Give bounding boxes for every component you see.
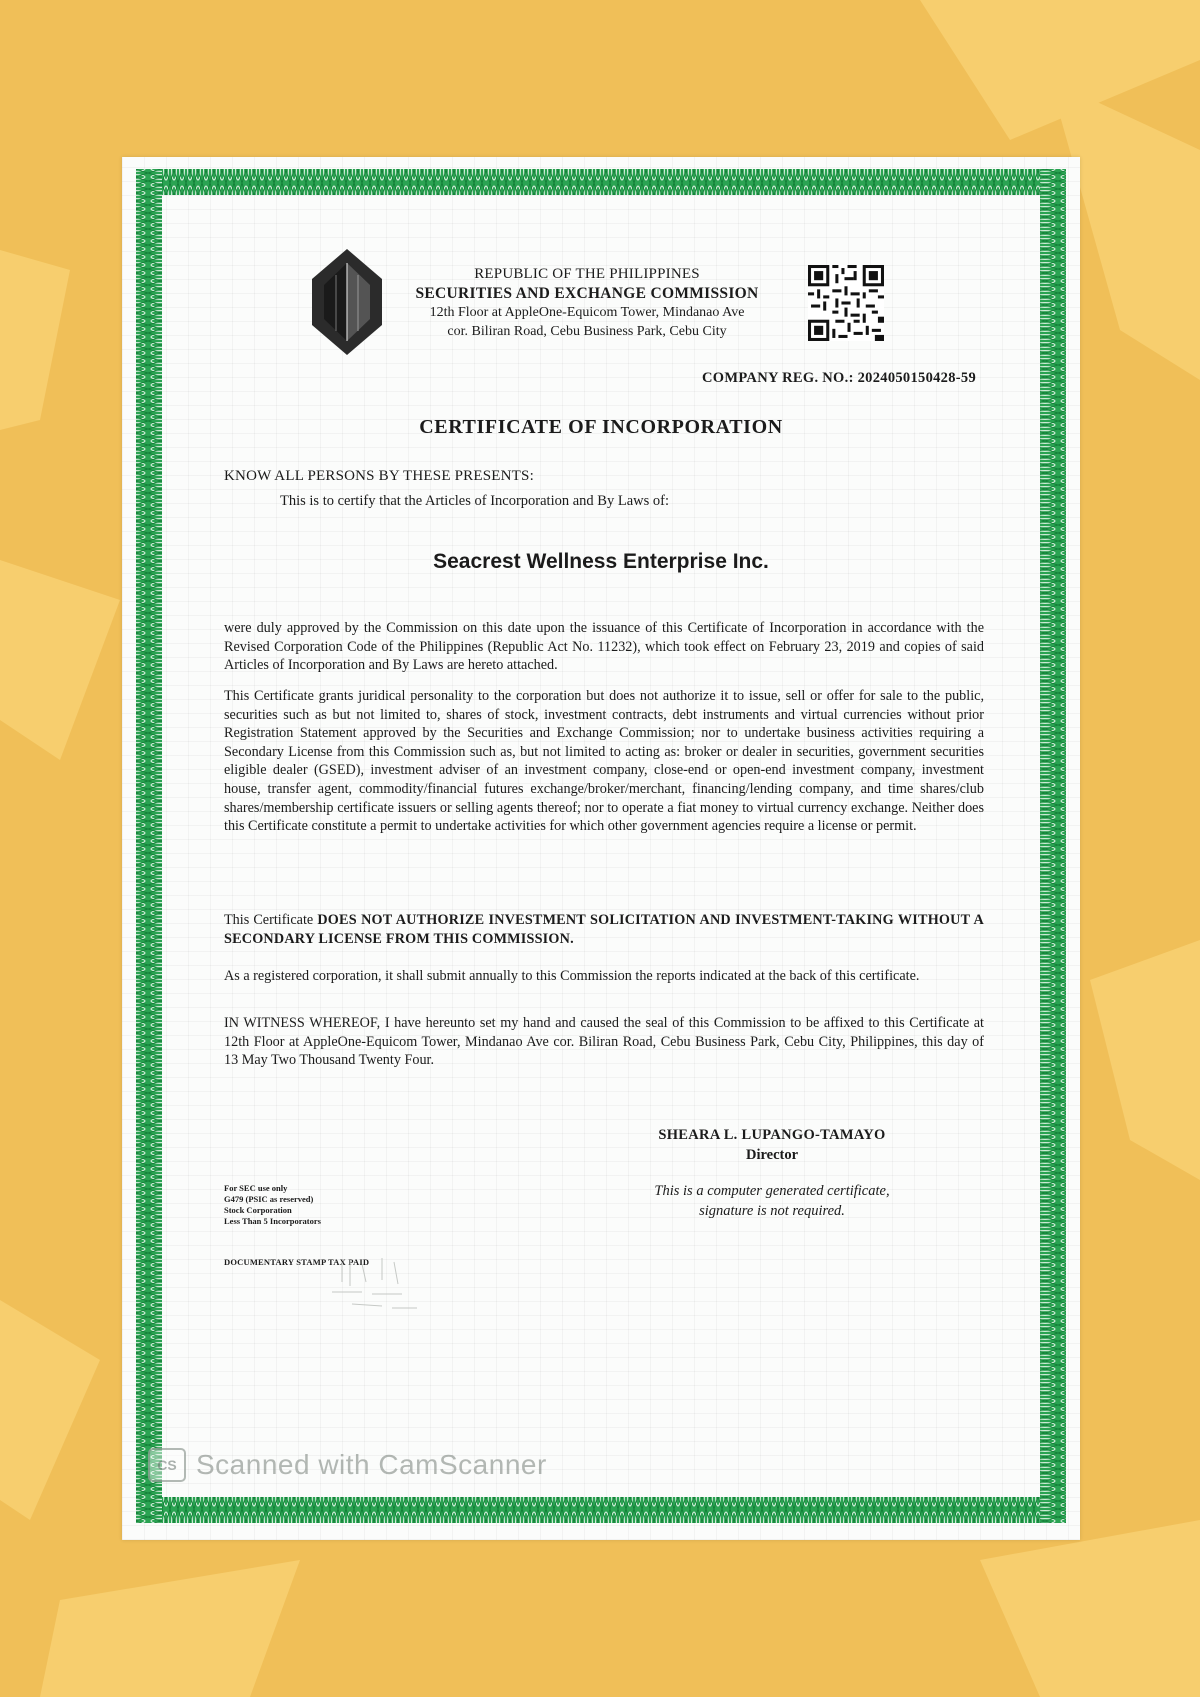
- sec-header: [372, 265, 802, 341]
- solicitation-warning-bold: DOES NOT AUTHORIZE INVESTMENT SOLICITATION AND INVESTMENT-TAKING WITHOUT A SECONDARY LICENSE FROM THIS COMMISSION.: [224, 912, 985, 947]
- certificate-title: CERTIFICATE OF INCORPORATION: [419, 416, 783, 438]
- sec-use-line-3: Stock Corporation: [224, 1205, 292, 1215]
- sec-use-line-4: Less Than 5 Incorporators: [224, 1216, 321, 1226]
- solicitation-warning-prefix: This Certificate: [224, 912, 318, 928]
- solicitation-warning-paragraph: [224, 911, 984, 948]
- certificate-content: [122, 157, 1080, 1540]
- certify-line: This is to certify that the Articles of Incorporation and By Laws of:: [280, 493, 669, 509]
- company-reg-no: COMPANY REG. NO.: 2024050150428-59: [702, 370, 976, 386]
- sec-use-line-1: For SEC use only: [224, 1183, 288, 1193]
- camscanner-watermark: [148, 1445, 547, 1485]
- republic-heading: REPUBLIC OF THE PHILIPPINES: [474, 266, 700, 282]
- signatory-title: Director: [745, 1147, 799, 1163]
- sec-use-line-2: G479 (PSIC as reserved): [224, 1194, 314, 1204]
- sec-use-only-block: [224, 1183, 321, 1227]
- address-line-1: 12th Floor at AppleOne-Equicom Tower, Mindanao Ave: [429, 305, 745, 320]
- stamp-marks: [322, 1252, 472, 1322]
- know-all-persons: KNOW ALL PERSONS BY THESE PRESENTS:: [224, 468, 534, 484]
- computer-generated-note-line-2: signature is not required.: [699, 1203, 845, 1219]
- certificate-paper: [122, 157, 1080, 1540]
- documentary-stamp-text: DOCUMENTARY STAMP TAX PAID: [224, 1257, 370, 1267]
- computer-generated-note-line-1: This is a computer generated certificate,: [654, 1183, 890, 1199]
- qr-code-icon: [808, 265, 884, 341]
- signatory-name: SHEARA L. LUPANGO-TAMAYO: [658, 1127, 886, 1143]
- juridical-personality-paragraph: This Certificate grants juridical personality to the corporation but does not authorize it to issue, sell or offer for sale to the public, securities such as but not limited to, shares of stock, investment contracts, debt instruments and virtual currencies without prior Registration Statement approved by the Securities and Exchange Commission; nor to undertake business activities requiring a Secondary License from this Commission such as, but not limited to acting as: broker or dealer in securities, government securities eligible dealer (GSED), investment adviser of an investment company, close-end or open-end investment company, investment house, transfer agent, commodity/financial futures exchange/broker/merchant, financing/lending company, and time shares/club shares/membership certificate issuers or selling agents thereof; nor to operate a fiat money to virtual currency exchange. Neither does this Certificate constitute a permit to undertake activities for which other government agencies require a license or permit.: [224, 688, 984, 835]
- computer-generated-note: [562, 1181, 982, 1221]
- commission-heading: SECURITIES AND EXCHANGE COMMISSION: [415, 285, 759, 302]
- company-name: Seacrest Wellness Enterprise Inc.: [433, 550, 769, 573]
- annual-reports-paragraph: As a registered corporation, it shall submit annually to this Commission the reports indicated at the back of this certificate.: [224, 968, 920, 984]
- camscanner-watermark-text: Scanned with CamScanner: [196, 1449, 547, 1480]
- camscanner-logo-icon: CS: [148, 1448, 186, 1482]
- witness-paragraph: IN WITNESS WHEREOF, I have hereunto set my hand and caused the seal of this Commission to be affixed to this Certificate at 12th Floor at AppleOne-Equicom Tower, Mindanao Ave cor. Biliran Road, Cebu Business Park, Cebu City, Philippines, this day of 13 May Two Thousand Twenty Four.: [224, 1015, 984, 1069]
- address-line-2: cor. Biliran Road, Cebu Business Park, Cebu City: [447, 324, 727, 339]
- approval-paragraph: were duly approved by the Commission on this date upon the issuance of this Certificate of Incorporation in accordance with the Revised Corporation Code of the Philippines (Republic Act No. 11232), which took effect on February 23, 2019 and copies of said Articles of Incorporation and By Laws are hereto attached.: [224, 620, 984, 674]
